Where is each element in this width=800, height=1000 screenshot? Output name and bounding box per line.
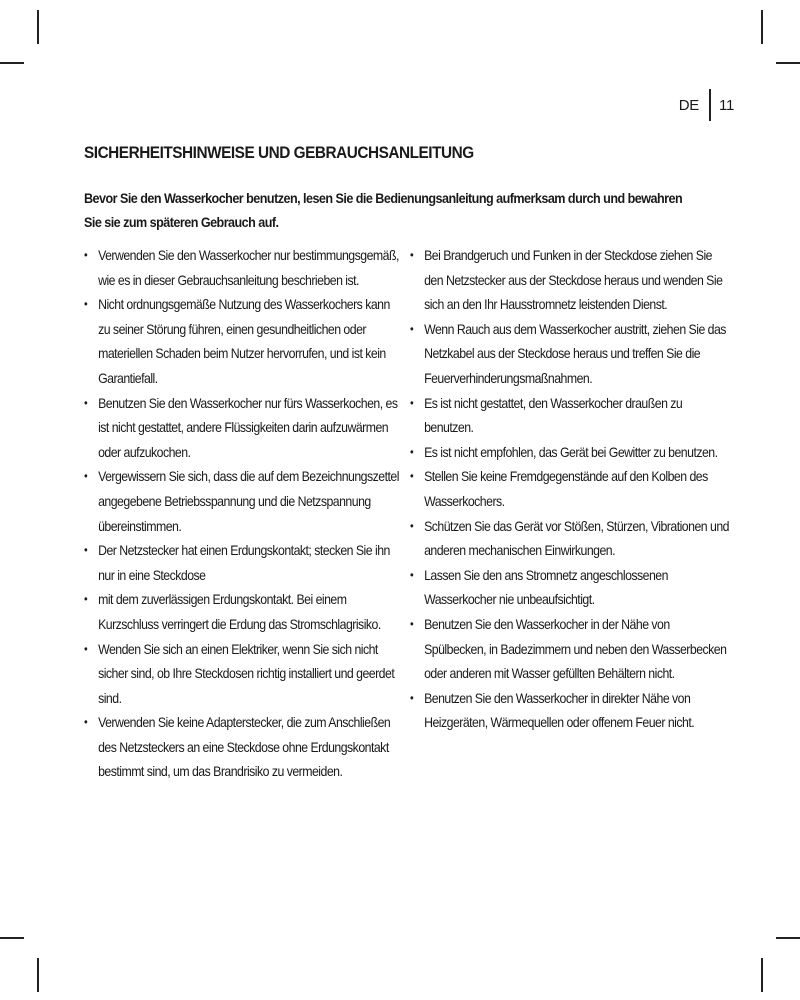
list-item: • Schützen Sie das Gerät vor Stößen, Stürzen, Vibrationen und anderen mechanischen Einwirkungen. <box>410 514 730 563</box>
page-header <box>679 90 734 120</box>
section-title: SICHERHEITSHINWEISE UND GEBRAUCHSANLEITUNG <box>84 144 474 162</box>
page-number: 11 <box>719 96 734 114</box>
right-column-list <box>410 243 729 735</box>
crop-mark-bottom-right-h <box>776 937 800 939</box>
list-item: • Verwenden Sie keine Adapterstecker, die zum Anschließen des Netzsteckers an eine Steckdose ohne Erdungskontakt bestimmt sind, um das Brandrisiko zu vermeiden. <box>84 710 404 784</box>
list-item: • Bei Brandgeruch und Funken in der Steckdose ziehen Sie den Netzstecker aus der Steckdose heraus und wenden Sie sich an den Ihr Hausstromnetz leistenden Dienst. <box>410 243 730 317</box>
list-item: • Es ist nicht gestattet, den Wasserkocher draußen zu benutzen. <box>410 391 730 440</box>
list-item: • mit dem zuverlässigen Erdungskontakt. Bei einem Kurzschluss verringert die Erdung das Stromschlagrisiko. <box>84 587 404 636</box>
header-language: DE <box>678 96 700 114</box>
crop-mark-bottom-right <box>761 958 763 992</box>
list-item: • Der Netzstecker hat einen Erdungskontakt; stecken Sie ihn nur in eine Steckdose <box>84 538 404 587</box>
crop-mark-top-left-h <box>0 62 24 64</box>
list-item: • Wenden Sie sich an einen Elektriker, wenn Sie sich nicht sicher sind, ob Ihre Steckdosen richtig installiert und geerdet sind. <box>84 637 404 711</box>
list-item: • Verwenden Sie den Wasserkocher nur bestimmungsgemäß, wie es in dieser Gebrauchsanleitung beschrieben ist. <box>84 243 404 292</box>
list-item: • Benutzen Sie den Wasserkocher in der Nähe von Spülbecken, in Badezimmern und neben den Wasserbecken oder anderen mit Wasser gefüllten Behältern nicht. <box>410 612 730 686</box>
crop-mark-top-right <box>761 10 763 44</box>
list-item: • Vergewissern Sie sich, dass die auf dem Bezeichnungszettel angegebene Betriebsspannung und die Netzspannung übereinstimmen. <box>84 464 404 538</box>
list-item: • Wenn Rauch aus dem Wasserkocher austritt, ziehen Sie das Netzkabel aus der Steckdose heraus und treffen Sie die Feuerverhinderungsmaßnahmen. <box>410 317 730 391</box>
crop-mark-top-right-h <box>776 62 800 64</box>
list-item: • Stellen Sie keine Fremdgegenstände auf den Kolben des Wasserkochers. <box>410 464 730 513</box>
intro-paragraph: Bevor Sie den Wasserkocher benutzen, lesen Sie die Bedienungsanleitung aufmerksam durch und bewahren Sie sie zum späteren Gebrauch auf. <box>84 190 683 230</box>
crop-mark-bottom-left-h <box>0 937 24 939</box>
list-item: • Benutzen Sie den Wasserkocher nur fürs Wasserkochen, es ist nicht gestattet, andere Flüssigkeiten darin aufzuwärmen oder aufzukochen. <box>84 391 404 465</box>
list-item: • Nicht ordnungsgemäße Nutzung des Wasserkochers kann zu seiner Störung führen, einen gesundheitlichen oder materiellen Schaden beim Nutzer hervorrufen, und ist kein Garantiefall. <box>84 292 404 390</box>
crop-mark-bottom-left <box>37 958 39 992</box>
list-item: • Es ist nicht empfohlen, das Gerät bei Gewitter zu benutzen. <box>410 440 730 465</box>
left-column-list <box>84 243 399 784</box>
list-item: • Lassen Sie den ans Stromnetz angeschlossenen Wasserkocher nie unbeaufsichtigt. <box>410 563 730 612</box>
crop-mark-top-left <box>37 10 39 44</box>
list-item: • Benutzen Sie den Wasserkocher in direkter Nähe von Heizgeräten, Wärmequellen oder offenem Feuer nicht. <box>410 686 730 735</box>
